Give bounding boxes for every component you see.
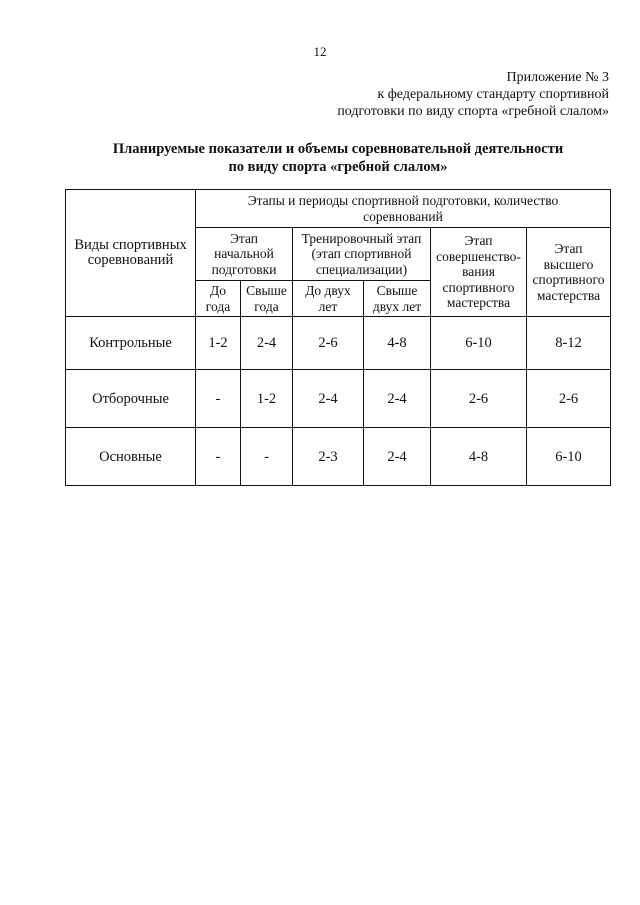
header-improve-line-5: мастерства <box>446 295 511 311</box>
row-label-selection: Отборочные <box>92 390 169 407</box>
header-stages <box>196 190 610 227</box>
subheader-over-year <box>241 281 292 316</box>
header-higher-line-4: мастерства <box>536 287 601 303</box>
header-training-line-1: Тренировочный этап <box>301 230 422 246</box>
table-cell: 6-10 <box>555 448 582 465</box>
annex-line-1: Приложение № 3 <box>506 70 609 85</box>
sub-upto-year-line-2: года <box>205 298 231 314</box>
header-higher-line-1: Этап <box>554 241 583 256</box>
sub-upto-year-line-1: До <box>210 283 226 298</box>
header-improve-line-1: Этап <box>464 233 493 249</box>
row-label-control: Контрольные <box>89 335 172 351</box>
header-initial-stage <box>196 228 292 280</box>
header-kinds-line-1: Виды спортивных <box>74 236 187 253</box>
table-cell: 8-12 <box>555 335 582 351</box>
table-cell: 4-8 <box>387 335 407 351</box>
subheader-up-to-two-years <box>293 281 363 316</box>
header-improve-line-2: совершенство- <box>436 248 521 264</box>
sub-over-year-line-1: Свыше <box>246 283 287 298</box>
table-cell: 2-6 <box>318 335 338 351</box>
title-line-1: Планируемые показатели и объемы соревновательной деятельности <box>112 141 564 157</box>
table-cell: 2-6 <box>558 390 579 407</box>
annex-line-3: подготовки по виду спорта «гребной слалом» <box>337 104 609 119</box>
table-cell: 2-6 <box>468 390 489 407</box>
header-improve-line-3: вания <box>462 264 495 280</box>
header-training-line-3: специализации) <box>315 261 408 277</box>
header-improvement-stage <box>431 228 526 316</box>
header-stages-line-2: соревнований <box>363 208 443 224</box>
title-line-2: по виду спорта «гребной слалом» <box>228 159 448 175</box>
page-number: 12 <box>313 44 327 59</box>
header-higher-stage <box>527 228 610 316</box>
subheader-over-two-years <box>364 281 430 316</box>
row-label-main: Основные <box>99 448 162 465</box>
table-cell: 6-10 <box>465 335 492 351</box>
table-cell: 2-4 <box>387 448 407 465</box>
table-cell: 2-4 <box>387 390 407 407</box>
sub-upto-two-line-2: лет <box>318 298 338 314</box>
header-training-line-2: (этап спортивной <box>311 246 412 262</box>
table-cell: 2-4 <box>256 335 277 351</box>
sub-over-year-line-2: года <box>254 298 279 314</box>
table-cell: - <box>215 390 221 407</box>
header-stages-line-1: Этапы и периоды спортивной подготовки, количество <box>247 193 559 208</box>
sub-over-two-line-1: Свыше <box>376 283 418 298</box>
header-competition-kinds <box>66 190 195 316</box>
table-cell: 2-3 <box>318 448 338 465</box>
table-cell: 1-2 <box>208 335 228 351</box>
table-cell: 4-8 <box>468 448 489 465</box>
annex-line-2: к федеральному стандарту спортивной <box>377 87 609 102</box>
header-improve-line-4: спортивного <box>442 279 515 295</box>
header-training-stage <box>293 228 430 280</box>
header-initial-line-1: Этап <box>229 230 258 246</box>
subheader-up-to-year <box>196 281 240 316</box>
header-initial-line-2: начальной <box>214 246 274 262</box>
header-higher-line-2: высшего <box>543 256 594 272</box>
table-cell: - <box>264 448 269 465</box>
table-cell: 1-2 <box>256 390 277 407</box>
table-cell: - <box>215 448 221 465</box>
header-kinds-line-2: соревнований <box>87 252 174 268</box>
header-initial-line-3: подготовки <box>211 261 277 277</box>
sub-upto-two-line-1: До двух <box>305 283 351 298</box>
header-higher-line-3: спортивного <box>532 272 605 287</box>
table-cell: 2-4 <box>318 390 338 407</box>
sub-over-two-line-2: двух лет <box>372 298 422 314</box>
